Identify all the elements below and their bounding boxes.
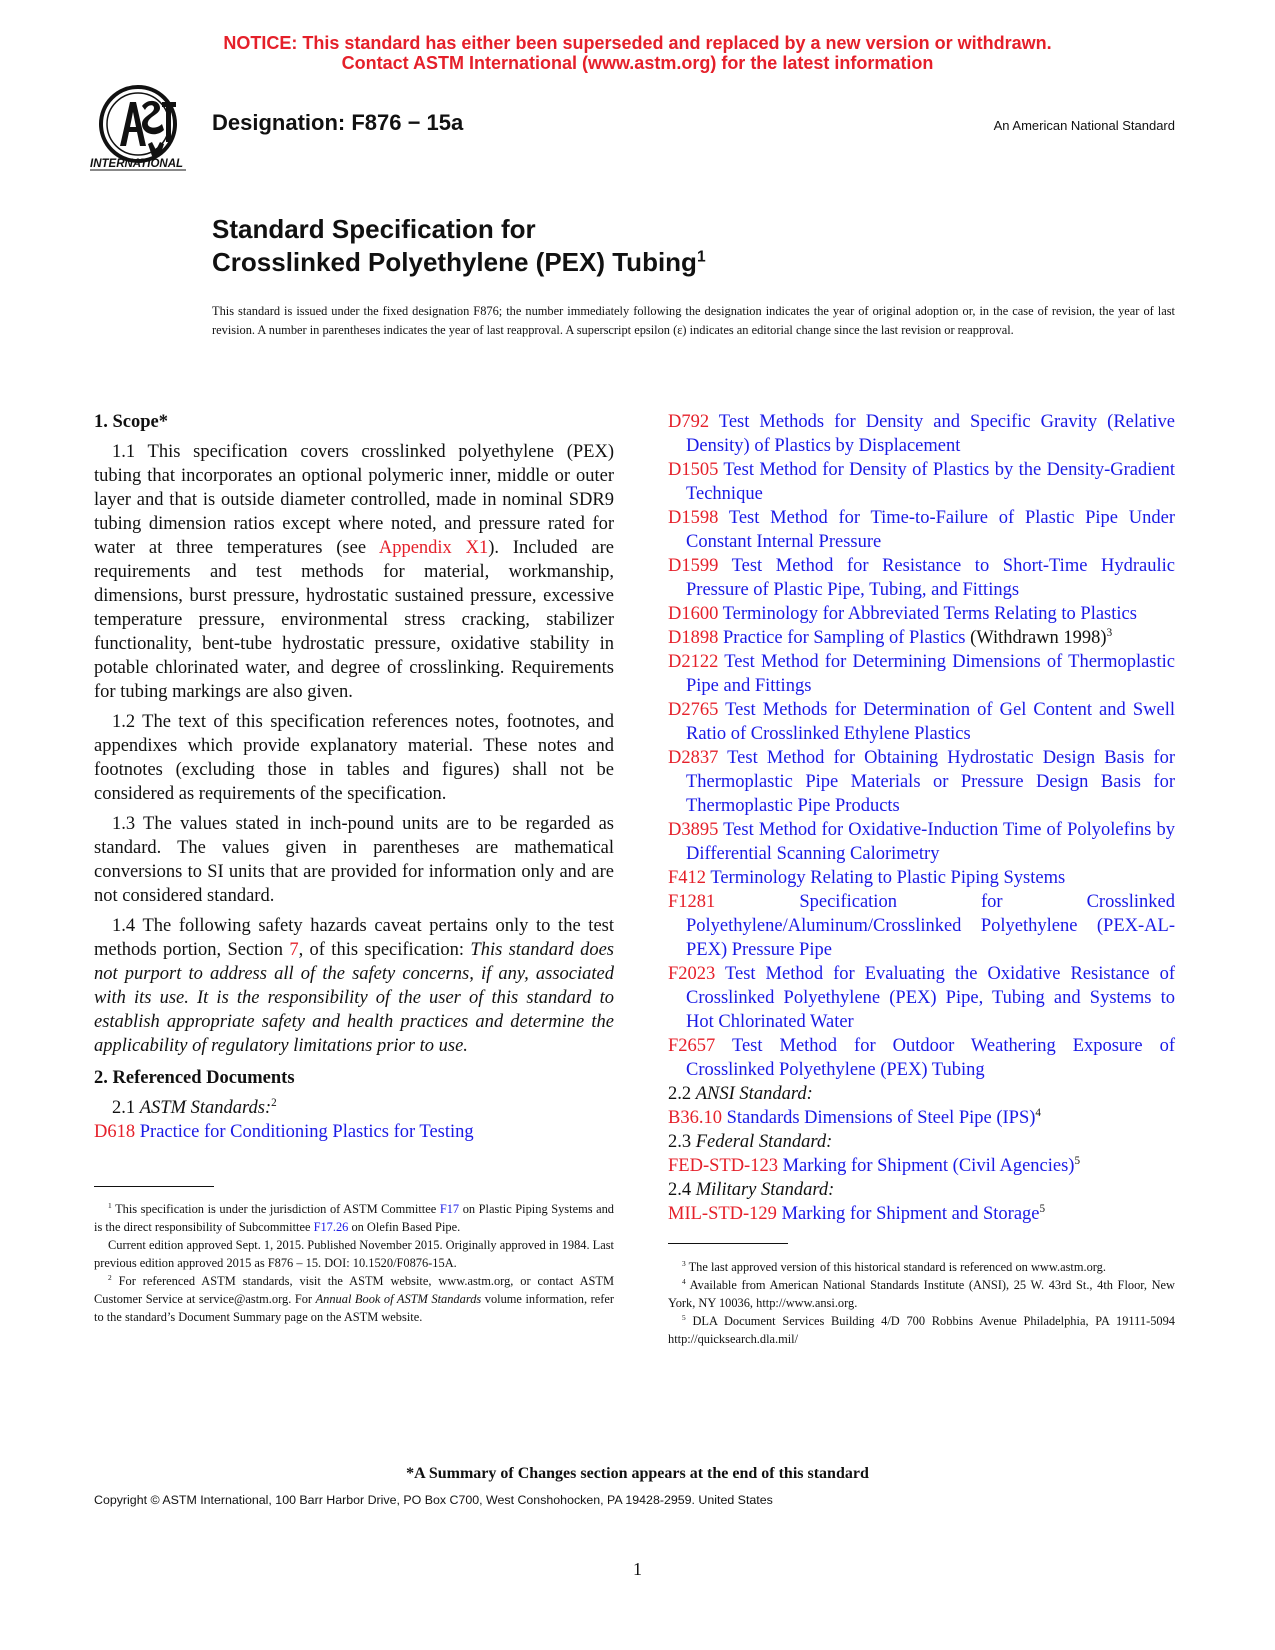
logo-wordmark: INTERNATIONAL xyxy=(90,158,184,170)
title-footnote-marker: 1 xyxy=(696,248,706,266)
ref-d1505[interactable]: D1505 Test Method for Density of Plastics by the Density-Gradient Technique xyxy=(668,460,1175,504)
astm-logo-icon xyxy=(90,84,200,180)
footnote-divider-right xyxy=(668,1243,788,1244)
scope-para-1-4: 1.4 The following safety hazards caveat pertains only to the test methods portion, Section 7, of this specification: This standard does not purport to address all of the safety concerns, if any, associated with its use. It is the responsibility of the user of this standard to establish appropriate safety and health practices and determine the applicability of regulatory limitations prior to use. xyxy=(94,916,615,1056)
scope-para-1-3: 1.3 The values stated in inch-pound units are to be regarded as standard. The values given in parentheses are mathematical conversions to SI units that are provided for information only and are not considered standard. xyxy=(94,814,614,906)
american-national-standard-label: An American National Standard xyxy=(993,118,1175,133)
scope-para-1-2: 1.2 The text of this specification references notes, footnotes, and appendixes which provide explanatory material. These notes and footnotes (excluding those in tables and figures) shall not be considered as requirements of the specification. xyxy=(94,712,614,804)
ref-f2657[interactable]: F2657 Test Method for Outdoor Weathering Exposure of Crosslinked Polyethylene (PEX) Tubing xyxy=(668,1036,1175,1080)
ref-f1281[interactable]: F1281 Specification for Crosslinked Polyethylene/Aluminum/Crosslinked Polyethylene (PEX-AL-PEX) Pressure Pipe xyxy=(668,892,1175,960)
ref-d2765[interactable]: D2765 Test Methods for Determination of Gel Content and Swell Ratio of Crosslinked Ethylene Plastics xyxy=(668,700,1175,744)
ref-d1600[interactable]: D1600 Terminology for Abbreviated Terms Relating to Plastics xyxy=(668,604,1137,624)
footnote-3: $^3$ The last approved version of this historical standard is referenced on www.astm.org. xyxy=(682,1258,1106,1274)
astm-standards-label: 2.1 ASTM Standards:$^2$ xyxy=(112,1096,277,1118)
title-line-1: Standard Specification for xyxy=(212,214,536,244)
document-title xyxy=(212,213,706,279)
title-line-2-text: Crosslinked Polyethylene (PEX) Tubing xyxy=(212,247,697,277)
ref-f2023[interactable]: F2023 Test Method for Evaluating the Oxidative Resistance of Crosslinked Polyethylene (PEX) Pipe, Tubing and Systems to Hot Chlorinated Water xyxy=(668,964,1175,1032)
ref-d1598[interactable]: D1598 Test Method for Time-to-Failure of Plastic Pipe Under Constant Internal Pressure xyxy=(668,508,1175,552)
ref-fed-std-123[interactable]: FED-STD-123 Marking for Shipment (Civil Agencies)$^5$ xyxy=(668,1154,1081,1176)
designation-intro: This standard is issued under the fixed designation F876; the number immediately following the designation indicates the year of original adoption or, in the case of revision, the year of last revision. A number in parentheses indicates the year of last reapproval. A superscript epsilon (ε) indicates an editorial change since the last revision or reapproval. xyxy=(212,304,1175,337)
ref-f412[interactable]: F412 Terminology Relating to Plastic Piping Systems xyxy=(668,868,1066,888)
footnote-divider-left xyxy=(94,1186,214,1187)
footnote-4: $^4$ Available from American National Standards Institute (ANSI), 25 W. 43rd St., 4th Floor, New York, NY 10036, http://www.ansi.org. xyxy=(668,1276,1175,1310)
right-column xyxy=(668,410,1175,1226)
left-column xyxy=(94,410,614,1144)
ref-d1898[interactable]: D1898 Practice for Sampling of Plastics (Withdrawn 1998)$^3$ xyxy=(668,626,1113,648)
title-line-2 xyxy=(212,246,706,279)
notice-line-2: Contact ASTM International (www.astm.org) for the latest information xyxy=(341,53,934,73)
ref-d792[interactable]: D792 Test Methods for Density and Specific Gravity (Relative Density) of Plastics by Displacement xyxy=(668,412,1175,456)
ref-mil-std-129[interactable]: MIL-STD-129 Marking for Shipment and Storage$^5$ xyxy=(668,1202,1046,1224)
designation: Designation: F876 − 15a xyxy=(212,110,464,135)
footnote-2: $^2$ For referenced ASTM standards, visit the ASTM website, www.astm.org, or contact ASTM Customer Service at service@astm.org. For Annual Book of ASTM Standards volume information, refer to the standard’s Document Summary page on the ASTM website. xyxy=(94,1272,614,1324)
footnote-1: $^1$ This specification is under the jurisdiction of ASTM Committee F17 on Plastic Piping Systems and is the direct responsibility of Subcommittee F17.26 on Olefin Based Pipe. xyxy=(94,1200,615,1234)
section-7-link[interactable]: 7 xyxy=(289,940,299,960)
ref-d618[interactable]: D618 Practice for Conditioning Plastics for Testing xyxy=(94,1122,474,1142)
summary-of-changes-note: *A Summary of Changes section appears at the end of this standard xyxy=(406,1465,869,1482)
federal-standard-label: 2.3 Federal Standard: xyxy=(668,1132,833,1152)
supersession-notice xyxy=(0,33,1275,73)
page-number: 1 xyxy=(633,1559,642,1579)
ansi-standard-label: 2.2 ANSI Standard: xyxy=(668,1084,813,1104)
f17-26-link[interactable]: F17.26 xyxy=(313,1220,349,1234)
scope-para-1-1: 1.1 This specification covers crosslinked polyethylene (PEX) tubing that incorporates an optional polymeric inner, middle or outer layer and that is outside diameter controlled, made in nominal SDR9 tubing dimension ratios except where noted, and pressure rated for water at three temperatures (see Appendix X1). Included are requirements and test methods for material, workmanship, dimensions, burst pressure, hydrostatic sustained pressure, excessive temperature pressure, environmental stress cracking, stabilizer functionality, bent-tube hydrostatic pressure, oxidative stability in potable chlorinated water, and degree of crosslinking. Requirements for tubing markings are also given. xyxy=(94,442,614,702)
ref-d3895[interactable]: D3895 Test Method for Oxidative-Induction Time of Polyolefins by Differential Scanning Calorimetry xyxy=(668,820,1175,864)
section-scope-heading: 1. Scope* xyxy=(94,412,168,432)
ref-d2837[interactable]: D2837 Test Method for Obtaining Hydrostatic Design Basis for Thermoplastic Pipe Materials or Pressure Design Basis for Thermoplastic Pipe Products xyxy=(668,748,1175,816)
footnotes-left xyxy=(94,1200,614,1326)
footnote-1-edition: Current edition approved Sept. 1, 2015. Published November 2015. Originally approved in 1984. Last previous edition approved 2015 as F876 – 15. DOI: 10.1520/F0876-15A. xyxy=(94,1238,614,1270)
f17-link[interactable]: F17 xyxy=(439,1202,460,1216)
ref-d1599[interactable]: D1599 Test Method for Resistance to Short-Time Hydraulic Pressure of Plastic Pipe, Tubing, and Fittings xyxy=(668,556,1175,600)
ref-d2122[interactable]: D2122 Test Method for Determining Dimensions of Thermoplastic Pipe and Fittings xyxy=(668,652,1175,696)
notice-line-1: NOTICE: This standard has either been superseded and replaced by a new version or withdrawn. xyxy=(223,33,1052,53)
appendix-x1-link[interactable]: Appendix X1 xyxy=(378,538,489,558)
section-refdocs-heading: 2. Referenced Documents xyxy=(94,1068,295,1088)
military-standard-label: 2.4 Military Standard: xyxy=(668,1180,835,1200)
ref-b36-10[interactable]: B36.10 Standards Dimensions of Steel Pipe (IPS)$^4$ xyxy=(668,1106,1041,1128)
footnotes-right xyxy=(668,1258,1175,1348)
footnote-5: $^5$ DLA Document Services Building 4/D 700 Robbins Avenue Philadelphia, PA 19111-5094 http://quicksearch.dla.mil/ xyxy=(668,1312,1175,1346)
copyright-line: Copyright © ASTM International, 100 Barr Harbor Drive, PO Box C700, West Conshohocken, PA 19428-2959. United States xyxy=(94,1493,773,1507)
